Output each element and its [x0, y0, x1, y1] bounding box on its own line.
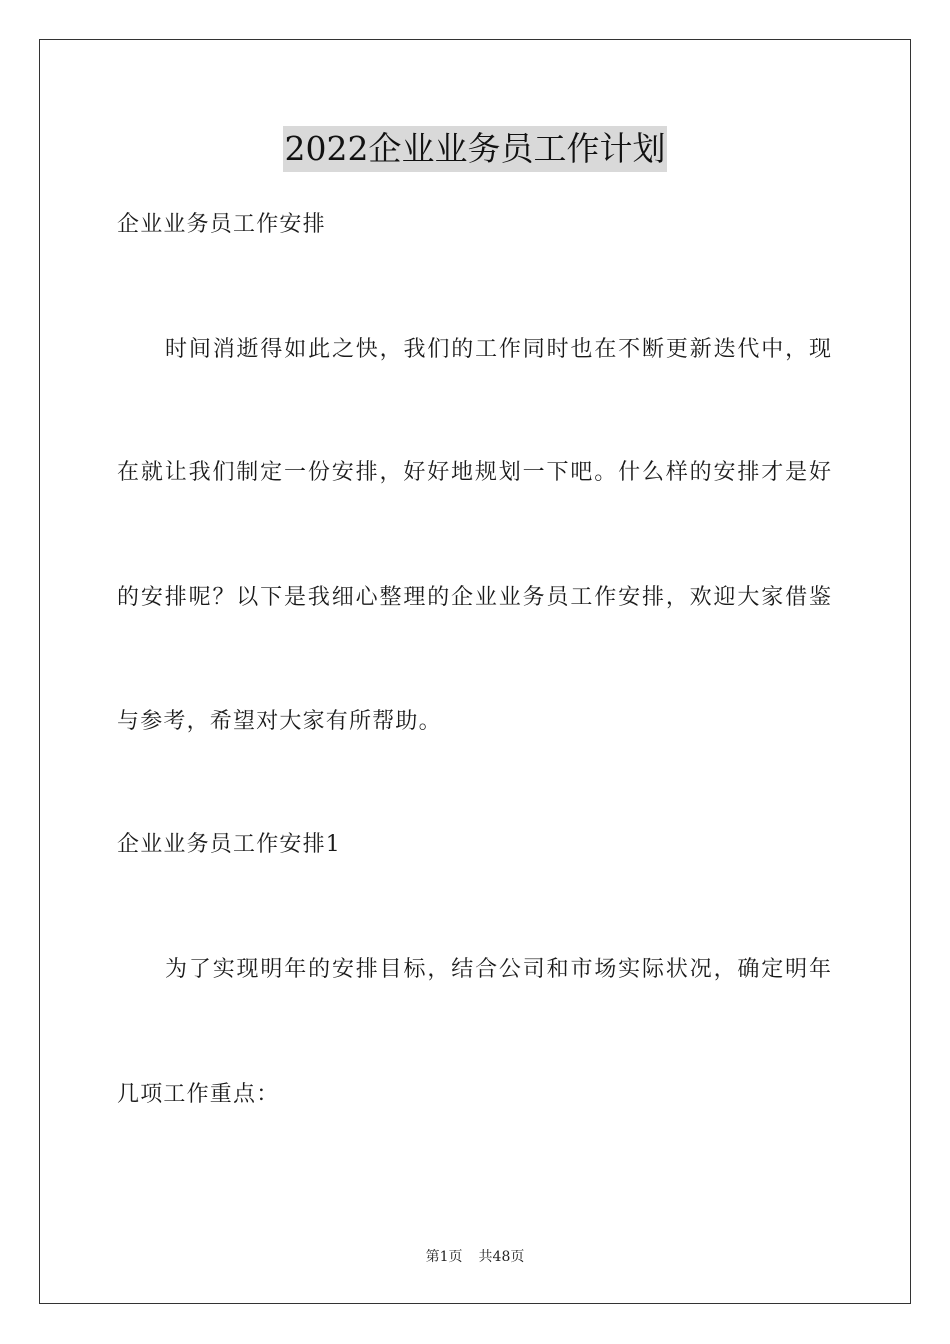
paragraph-line: 几项工作重点： — [117, 1082, 280, 1107]
paragraph-line: 与参考，希望对大家有所帮助。 — [117, 709, 442, 734]
document-title: 2022企业业务员工作计划 — [283, 126, 668, 172]
section-heading: 企业业务员工作安排1 — [117, 832, 341, 857]
paragraph-line: 时间消逝得如此之快，我们的工作同时也在不断更新迭代中，现 — [165, 337, 831, 362]
page-number: 第1页 — [425, 1249, 463, 1265]
paragraph-line: 的安排呢？以下是我细心整理的企业业务员工作安排，欢迎大家借鉴 — [117, 585, 831, 610]
paragraph-line: 在就让我们制定一份安排，好好地规划一下吧。什么样的安排才是好 — [117, 460, 831, 485]
page-footer — [0, 1247, 950, 1267]
paragraph-line: 为了实现明年的安排目标，结合公司和市场实际状况，确定明年 — [165, 957, 831, 982]
title-container — [0, 126, 950, 172]
page-total: 共48页 — [478, 1249, 525, 1265]
section-heading: 企业业务员工作安排 — [117, 212, 326, 237]
